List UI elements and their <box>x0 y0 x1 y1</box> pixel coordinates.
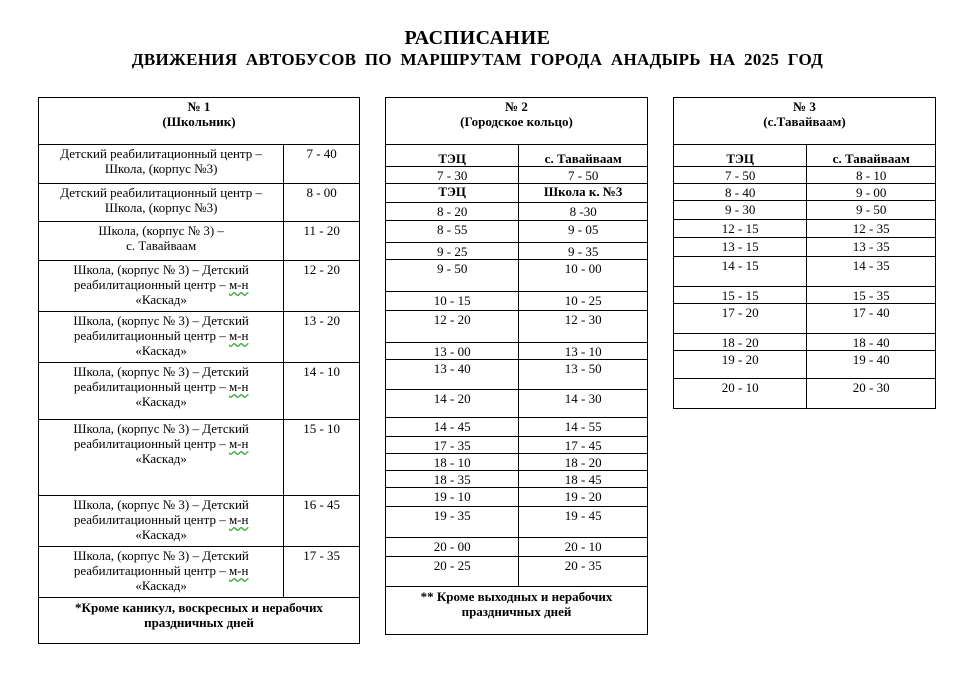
route-1-description <box>39 222 284 261</box>
table-row <box>386 471 648 488</box>
table-row <box>674 201 936 220</box>
description-line <box>41 527 281 542</box>
route-2-arrival-time: 9 - 05 <box>519 221 648 243</box>
route-2-sub-header: Школа к. №3 <box>519 184 648 203</box>
description-text: «Каскад» <box>135 451 187 466</box>
route-3-arrival-time: 13 - 35 <box>807 238 936 257</box>
description-line <box>41 548 281 563</box>
route-2-sub-header: ТЭЦ <box>386 184 519 203</box>
route-3-departure-time: 9 - 30 <box>674 201 807 220</box>
description-text: с. Тавайваам <box>126 238 197 253</box>
description-text: Детский реабилитационный центр – <box>60 146 263 161</box>
route-2-name: (Городское кольцо) <box>460 114 573 129</box>
description-line <box>41 146 281 161</box>
route-1-time: 8 - 00 <box>284 184 360 222</box>
description-text: Школа, (корпус № 3) – Детский <box>73 364 249 379</box>
table-row <box>39 222 360 261</box>
description-line <box>41 238 281 253</box>
route-2-departure-time: 10 - 15 <box>386 292 519 311</box>
route-2-arrival-time: 19 - 45 <box>519 507 648 538</box>
route-2-col-header: с. Тавайваам <box>519 145 648 167</box>
route-2-arrival-time: 9 - 35 <box>519 243 648 260</box>
route-1-time: 7 - 40 <box>284 145 360 184</box>
route-2-arrival-time: 19 - 20 <box>519 488 648 507</box>
route-3-table <box>673 97 936 409</box>
description-line <box>41 313 281 328</box>
table-row <box>386 360 648 390</box>
route-1-description <box>39 312 284 363</box>
table-row <box>674 220 936 238</box>
table-row <box>39 547 360 598</box>
description-text: Школа, (корпус № 3) – Детский <box>73 548 249 563</box>
description-line <box>41 578 281 593</box>
description-text: Школа, (корпус №3) <box>104 161 218 176</box>
route-1-description <box>39 363 284 420</box>
table-row <box>386 260 648 292</box>
description-text: «Каскад» <box>135 292 187 307</box>
table-row <box>39 420 360 496</box>
route-3-departure-time: 13 - 15 <box>674 238 807 257</box>
underlined-word: м-н <box>228 436 249 451</box>
table-row <box>386 343 648 360</box>
description-line <box>41 185 281 200</box>
page-subtitle: ДВИЖЕНИЯ АВТОБУСОВ ПО МАРШРУТАМ ГОРОДА АНАДЫРЬ НА 2025 ГОД <box>131 50 824 69</box>
route-2-rows-a <box>386 167 648 184</box>
table-row <box>674 167 936 184</box>
route-2-departure-time: 8 - 55 <box>386 221 519 243</box>
description-line <box>41 343 281 358</box>
description-text: «Каскад» <box>135 343 187 358</box>
route-3-arrival-time: 14 - 35 <box>807 257 936 287</box>
route-2-departure-time: 13 - 40 <box>386 360 519 390</box>
description-line <box>41 512 281 527</box>
description-text: реабилитационный центр – <box>73 436 229 451</box>
route-1-description <box>39 547 284 598</box>
underlined-word: м-н <box>228 328 249 343</box>
route-2-departure-time: 14 - 20 <box>386 390 519 418</box>
route-3-arrival-time: 9 - 00 <box>807 184 936 201</box>
route-2-arrival-time: 18 - 20 <box>519 454 648 471</box>
route-2-arrival-time: 12 - 30 <box>519 311 648 343</box>
description-text: «Каскад» <box>135 527 187 542</box>
table-row <box>386 557 648 587</box>
table-row <box>39 261 360 312</box>
table-row <box>386 311 648 343</box>
route-2-arrival-time: 8 -30 <box>519 203 648 221</box>
route-2-arrival-time: 14 - 30 <box>519 390 648 418</box>
description-text: реабилитационный центр – <box>73 328 229 343</box>
route-1-footnote-line: *Кроме каникул, воскресных и нерабочих <box>75 600 323 615</box>
table-row <box>674 351 936 379</box>
route-1-time: 16 - 45 <box>284 496 360 547</box>
route-2-departure-time: 19 - 10 <box>386 488 519 507</box>
route-2-arrival-time: 20 - 10 <box>519 538 648 557</box>
route-3-departure-time: 20 - 10 <box>674 379 807 409</box>
underlined-word: м-н <box>228 512 249 527</box>
route-2-arrival-time: 14 - 55 <box>519 418 648 437</box>
route-2-footnote <box>386 587 648 635</box>
description-line <box>41 277 281 292</box>
route-3-name: (с.Тавайваам) <box>763 114 846 129</box>
route-2-table <box>385 97 648 635</box>
table-row <box>39 184 360 222</box>
table-row <box>674 257 936 287</box>
route-2-departure-time: 9 - 50 <box>386 260 519 292</box>
table-row <box>386 243 648 260</box>
route-2-arrival-time: 20 - 35 <box>519 557 648 587</box>
route-1-number: № 1 <box>187 99 211 114</box>
description-line <box>41 421 281 436</box>
route-2-departure-time: 8 - 20 <box>386 203 519 221</box>
route-3-departure-time: 8 - 40 <box>674 184 807 201</box>
route-3-rows <box>674 167 936 409</box>
underlined-word: м-н <box>228 379 249 394</box>
route-3-header <box>674 98 936 145</box>
route-3-departure-time: 17 - 20 <box>674 304 807 334</box>
table-row <box>386 167 648 184</box>
description-line <box>41 563 281 578</box>
description-text: Школа, (корпус № 3) – <box>98 223 224 238</box>
route-3-arrival-time: 15 - 35 <box>807 287 936 304</box>
description-line <box>41 200 281 215</box>
description-line <box>41 394 281 409</box>
route-1-description <box>39 261 284 312</box>
route-1-time: 17 - 35 <box>284 547 360 598</box>
table-row <box>386 538 648 557</box>
table-row <box>674 238 936 257</box>
route-3-departure-time: 19 - 20 <box>674 351 807 379</box>
description-text: реабилитационный центр – <box>73 512 229 527</box>
table-row <box>39 312 360 363</box>
table-row <box>39 496 360 547</box>
table-row <box>386 390 648 418</box>
route-1-time: 11 - 20 <box>284 222 360 261</box>
route-1-time: 15 - 10 <box>284 420 360 496</box>
route-3-arrival-time: 18 - 40 <box>807 334 936 351</box>
route-2-number: № 2 <box>505 99 528 114</box>
description-line <box>41 497 281 512</box>
route-3-arrival-time: 17 - 40 <box>807 304 936 334</box>
route-1-footnote <box>39 598 360 644</box>
route-2-arrival-time: 7 - 50 <box>519 167 648 184</box>
route-2-departure-time: 17 - 35 <box>386 437 519 454</box>
route-2-departure-time: 7 - 30 <box>386 167 519 184</box>
table-row <box>674 287 936 304</box>
table-row <box>386 437 648 454</box>
route-3-departure-time: 12 - 15 <box>674 220 807 238</box>
route-2-col-header: ТЭЦ <box>386 145 519 167</box>
route-2-arrival-time: 10 - 25 <box>519 292 648 311</box>
route-2-arrival-time: 10 - 00 <box>519 260 648 292</box>
table-row <box>386 221 648 243</box>
table-row <box>39 145 360 184</box>
route-3-departure-time: 7 - 50 <box>674 167 807 184</box>
route-1-description <box>39 184 284 222</box>
table-row <box>39 363 360 420</box>
description-line <box>41 292 281 307</box>
route-2-departure-time: 12 - 20 <box>386 311 519 343</box>
description-text: Школа, (корпус № 3) – Детский <box>73 421 249 436</box>
route-3-departure-time: 18 - 20 <box>674 334 807 351</box>
route-3-arrival-time: 9 - 50 <box>807 201 936 220</box>
description-line <box>41 262 281 277</box>
description-text: реабилитационный центр – <box>73 379 229 394</box>
route-2-departure-time: 20 - 00 <box>386 538 519 557</box>
route-2-arrival-time: 13 - 50 <box>519 360 648 390</box>
route-1-footnote-line: праздничных дней <box>144 615 254 630</box>
route-2-header <box>386 98 648 145</box>
description-line <box>41 379 281 394</box>
route-1-time: 12 - 20 <box>284 261 360 312</box>
description-text: Школа, (корпус №3) <box>104 200 218 215</box>
description-text: «Каскад» <box>135 578 187 593</box>
route-1-header <box>39 98 360 145</box>
route-3-departure-time: 14 - 15 <box>674 257 807 287</box>
description-line <box>41 364 281 379</box>
route-2-departure-time: 9 - 25 <box>386 243 519 260</box>
route-2-departure-time: 13 - 00 <box>386 343 519 360</box>
route-2-departure-time: 18 - 35 <box>386 471 519 488</box>
route-2-arrival-time: 13 - 10 <box>519 343 648 360</box>
table-row <box>674 304 936 334</box>
table-row <box>386 454 648 471</box>
description-text: Школа, (корпус № 3) – Детский <box>73 313 249 328</box>
route-3-number: № 3 <box>793 99 816 114</box>
table-row <box>674 334 936 351</box>
route-2-departure-time: 20 - 25 <box>386 557 519 587</box>
description-text: Школа, (корпус № 3) – Детский <box>73 262 249 277</box>
description-line <box>41 161 281 176</box>
description-text: «Каскад» <box>135 394 187 409</box>
underlined-word: м-н <box>228 563 249 578</box>
page-title: РАСПИСАНИЕ <box>404 27 551 49</box>
route-2-arrival-time: 18 - 45 <box>519 471 648 488</box>
underlined-word: м-н <box>228 277 249 292</box>
description-text: реабилитационный центр – <box>73 277 229 292</box>
description-text: реабилитационный центр – <box>73 563 229 578</box>
route-1-description <box>39 420 284 496</box>
route-2-rows-b <box>386 203 648 587</box>
route-3-arrival-time: 20 - 30 <box>807 379 936 409</box>
table-row <box>386 292 648 311</box>
route-2-footnote-line: ** Кроме выходных и нерабочих <box>420 589 613 604</box>
route-1-description <box>39 496 284 547</box>
route-3-arrival-time: 8 - 10 <box>807 167 936 184</box>
description-line <box>41 223 281 238</box>
table-row <box>674 379 936 409</box>
route-1-time: 14 - 10 <box>284 363 360 420</box>
table-row <box>386 507 648 538</box>
route-2-departure-time: 14 - 45 <box>386 418 519 437</box>
route-3-arrival-time: 19 - 40 <box>807 351 936 379</box>
table-row <box>386 203 648 221</box>
table-row <box>386 418 648 437</box>
route-1-table <box>38 97 360 644</box>
route-1-description <box>39 145 284 184</box>
description-line <box>41 451 281 466</box>
route-1-rows <box>39 145 360 598</box>
description-line <box>41 328 281 343</box>
table-row <box>674 184 936 201</box>
route-1-name: (Школьник) <box>162 114 236 129</box>
route-2-departure-time: 19 - 35 <box>386 507 519 538</box>
route-3-col-header: ТЭЦ <box>674 145 807 167</box>
route-3-arrival-time: 12 - 35 <box>807 220 936 238</box>
route-2-arrival-time: 17 - 45 <box>519 437 648 454</box>
description-line <box>41 436 281 451</box>
route-3-departure-time: 15 - 15 <box>674 287 807 304</box>
route-3-col-header: с. Тавайваам <box>807 145 936 167</box>
description-text: Детский реабилитационный центр – <box>60 185 263 200</box>
table-row <box>386 488 648 507</box>
route-2-departure-time: 18 - 10 <box>386 454 519 471</box>
route-1-time: 13 - 20 <box>284 312 360 363</box>
description-text: Школа, (корпус № 3) – Детский <box>73 497 249 512</box>
route-2-footnote-line: праздничных дней <box>461 604 572 619</box>
